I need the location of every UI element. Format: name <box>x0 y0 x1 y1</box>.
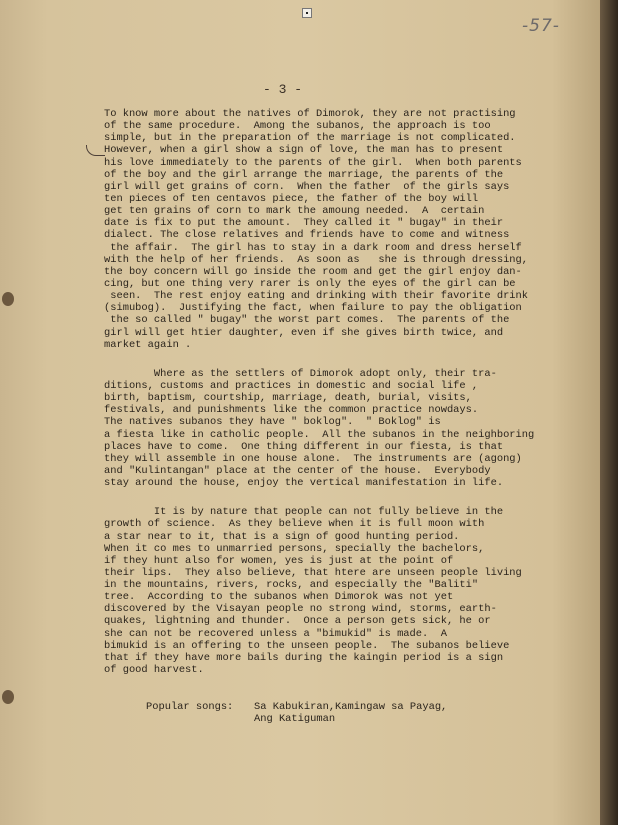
text-line: (simubog). Justifying the fact, when failure to pay the obligation <box>104 302 522 315</box>
paragraph-traditions <box>104 368 600 489</box>
text-line: with the help of her friends. As soon as she is through dressing, <box>104 253 529 266</box>
margin-correction-mark <box>86 145 105 156</box>
text-line: To know more about the natives of Dimorok, they are not practising <box>104 108 516 120</box>
text-line: places have to come. One thing different in our fiesta, is that <box>104 440 504 453</box>
folio-number: -57- <box>522 16 560 36</box>
paragraph-beliefs <box>104 506 600 676</box>
text-line: Where as the settlers of Dimorok adopt only, their tra- <box>104 367 497 380</box>
text-line: they will assemble in one house alone. The instruments are (agong) <box>104 452 522 465</box>
text-line: It is by nature that people can not fully believe in the <box>104 506 504 519</box>
text-line: quakes, lightning and thunder. Once a person gets sick, he or <box>104 615 491 628</box>
text-line: seen. The rest enjoy eating and drinking with their favorite drink <box>104 290 529 303</box>
text-line: the boy concern will go inside the room and get the girl enjoy dan- <box>104 265 522 278</box>
text-line: a fiesta like in catholic people. All the subanos in the neighboring <box>104 428 535 441</box>
text-line: ten pieces of ten centavos piece, the father of the boy will <box>104 192 479 205</box>
popular-songs <box>146 701 447 725</box>
text-line: of the boy and the girl arrange the marriage, the parents of the <box>104 168 504 181</box>
page-number: - 3 - <box>263 82 303 97</box>
songs-label: Popular songs: <box>146 701 234 713</box>
text-line: and "Kulintangan" place at the center of the house. Everybody <box>104 464 491 477</box>
text-line: of good harvest. <box>104 664 204 677</box>
text-line: discovered by the Visayan people no strong wind, storms, earth- <box>104 603 497 616</box>
songs-line: Sa Kabukiran,Kamingaw sa Payag, <box>254 701 448 713</box>
text-line: The natives subanos they have " boklog". " Boklog" is <box>104 416 441 429</box>
page-binding-edge <box>600 0 618 825</box>
text-line: a star near to it, that is a sign of good hunting period. <box>104 530 460 543</box>
text-line: festivals, and punishments like the common practice nowdays. <box>104 404 479 417</box>
text-line: dialect. The close relatives and friends have to come and witness <box>104 229 510 242</box>
text-line: if they hunt also for women, yes is just at the point of <box>104 554 454 567</box>
songs-line: Ang Katiguman <box>254 713 336 726</box>
text-line: their lips. They also believe, that htere are unseen people living <box>104 566 522 579</box>
text-line: cing, but one thing very rarer is only the eyes of the girl can be <box>104 277 516 290</box>
text-line: that if they have more bails during the kaingin period is a sign <box>104 651 504 664</box>
text-line: the so called " bugay" the worst part comes. The parents of the <box>104 314 510 327</box>
punch-hole <box>2 690 14 704</box>
document-body <box>104 108 600 676</box>
text-line: his love immediately to the parents of the girl. When both parents <box>104 156 522 169</box>
text-line: in the mountains, rivers, rocks, and especially the "Baliti" <box>104 579 479 592</box>
text-line: birth, baptism, courtship, marriage, death, burial, visits, <box>104 392 472 405</box>
text-line: market again . <box>104 338 192 351</box>
text-line: stay around the house, enjoy the vertical manifestation in life. <box>104 477 504 490</box>
punch-hole <box>2 292 14 306</box>
text-line: simple, but in the preparation of the marriage is not complicated. <box>104 132 516 145</box>
text-line: of the same procedure. Among the subanos, the approach is too <box>104 120 491 133</box>
text-line: When it co mes to unmarried persons, specially the bachelors, <box>104 542 485 555</box>
text-line: However, when a girl show a sign of love, the man has to present <box>104 144 504 157</box>
text-line: the affair. The girl has to stay in a dark room and dress herself <box>104 241 522 254</box>
text-line: girl will get grains of corn. When the father of the girls says <box>104 180 510 193</box>
text-line: growth of science. As they believe when it is full moon with <box>104 518 485 531</box>
text-line: ditions, customs and practices in domestic and social life , <box>104 379 479 392</box>
text-line: date is fix to put the amount. They called it " bugay" in their <box>104 217 504 230</box>
paragraph-marriage-customs <box>104 108 600 351</box>
scanner-marker-icon <box>302 8 312 18</box>
text-line: she can not be recovered unless a "bimukid" is made. A <box>104 627 447 640</box>
text-line: tree. According to the subanos when Dimorok was not yet <box>104 591 454 604</box>
text-line: bimukid is an offering to the unseen people. The subanos believe <box>104 639 510 652</box>
text-line: get ten grains of corn to mark the amoung needed. A certain <box>104 205 485 218</box>
text-line: girl will get htier daughter, even if she gives birth twice, and <box>104 326 504 339</box>
